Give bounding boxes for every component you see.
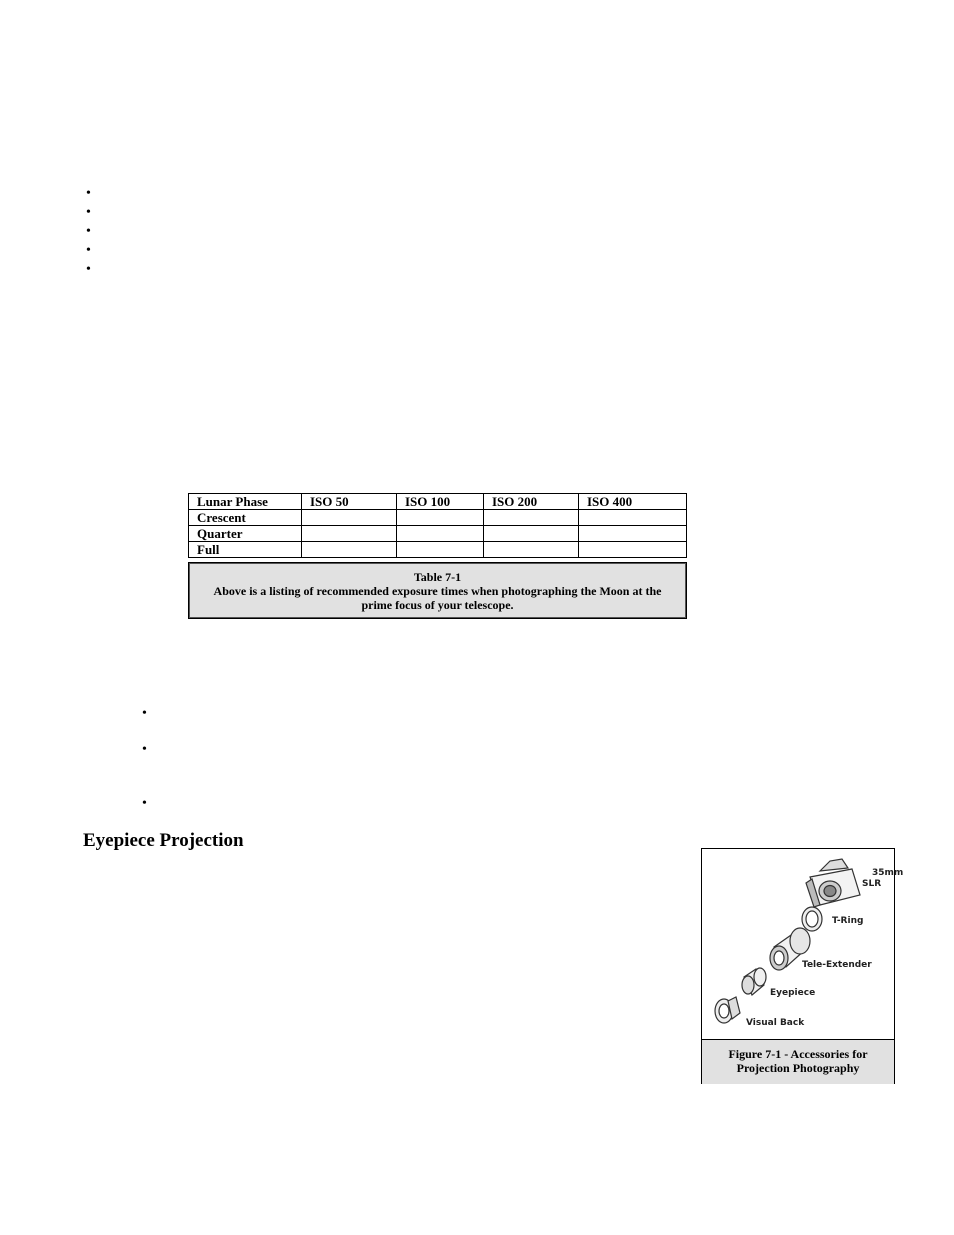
tele-extender-label: Tele-Extender [802,960,872,970]
table-caption-text: Above is a listing of recommended exposure times when photographing the Moon at the prime focus of your telescope. [213,584,662,612]
table-header-cell: ISO 200 [484,494,579,510]
table-cell [484,526,579,542]
table-cell [302,510,397,526]
table-row [189,510,687,526]
camera-icon [806,859,860,907]
visual-back-icon [715,997,740,1023]
table-cell: Crescent [189,510,302,526]
t-ring-icon [802,907,822,931]
table-header-cell: ISO 100 [397,494,484,510]
bullet: • [86,224,91,239]
table-cell [579,526,687,542]
table-row [189,542,687,558]
table-cell [579,542,687,558]
bullet: • [86,205,91,220]
bullet: • [86,262,91,277]
list-item: • [142,706,147,721]
table-cell [484,510,579,526]
accessories-illustration [702,849,904,1039]
table-caption-title: Table 7-1 [413,570,462,584]
section-heading: Eyepiece Projection [83,830,244,851]
camera-type-label: SLR [862,879,882,889]
camera-label: 35mm [872,868,904,878]
figure-caption [702,1039,894,1084]
exposure-table [188,493,687,558]
figure-box [701,848,904,1084]
table-cell [579,510,687,526]
table-header-row [189,494,687,510]
visual-back-label: Visual Back [746,1018,805,1028]
bullet: • [86,243,91,258]
list-item: • [142,742,147,757]
list-item: • [142,796,147,811]
table-header-cell: ISO 400 [579,494,687,510]
table-header-cell: Lunar Phase [189,494,302,510]
table-cell [397,510,484,526]
table-cell [397,542,484,558]
table-header-cell: ISO 50 [302,494,397,510]
table-cell [302,526,397,542]
table-cell [397,526,484,542]
t-ring-label: T-Ring [832,916,864,926]
table-cell [484,542,579,558]
table-cell: Quarter [189,526,302,542]
eyepiece-icon [742,968,766,995]
figure-caption-text: Figure 7-1 - Accessories for Projection Photography [728,1047,868,1075]
table-cell [302,542,397,558]
table-caption [188,562,687,619]
bullet: • [86,186,91,201]
table-row [189,526,687,542]
table-cell: Full [189,542,302,558]
eyepiece-label: Eyepiece [770,988,816,998]
